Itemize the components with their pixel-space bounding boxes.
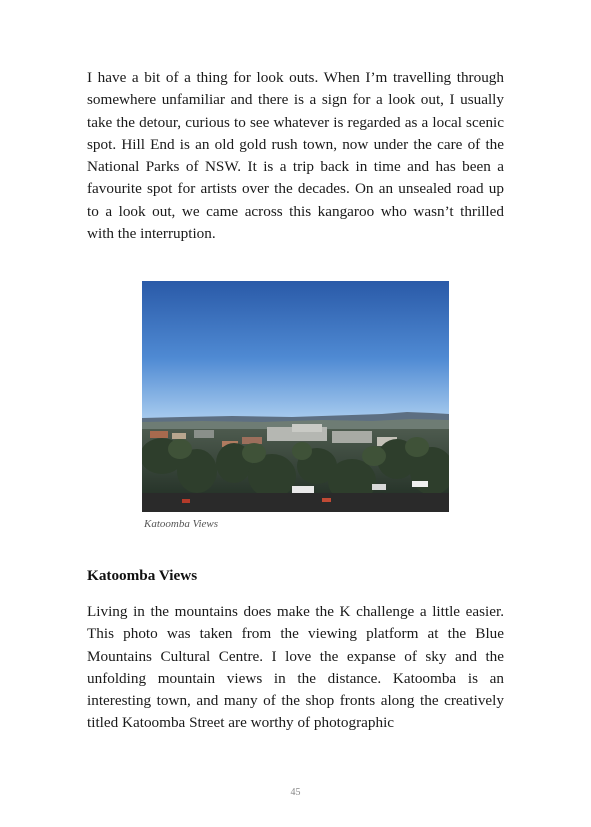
section-heading: Katoomba Views: [87, 567, 198, 584]
body-paragraph-hill-end: I have a bit of a thing for look outs. When I’m travelling through somewhere unfamiliar and there is a sign for a look out, I usually take the detour, curious to see whatever is regarded as a local scenic spot. Hill End is an old gold rush town, now under the care of the National Parks of NSW. It is a trip back in time and has been a favourite spot for artists over the decades. On an unsealed road up to a look out, we came across this kangaroo who wasn’t thrilled with the interruption.: [87, 69, 504, 243]
katoomba-photo: [142, 281, 449, 512]
photo-caption: Katoomba Views: [144, 518, 219, 530]
page-number: 45: [290, 787, 301, 798]
body-paragraph-katoomba: Living in the mountains does make the K challenge a little easier. This photo was taken from the viewing platform at the Blue Mountains Cultural Centre. I love the expanse of sky and the unfolding mountain views in the distance. Katoomba is an interesting town, and many of the shop fronts along the creatively titled Katoomba Street are worthy of photographic: [87, 603, 504, 732]
